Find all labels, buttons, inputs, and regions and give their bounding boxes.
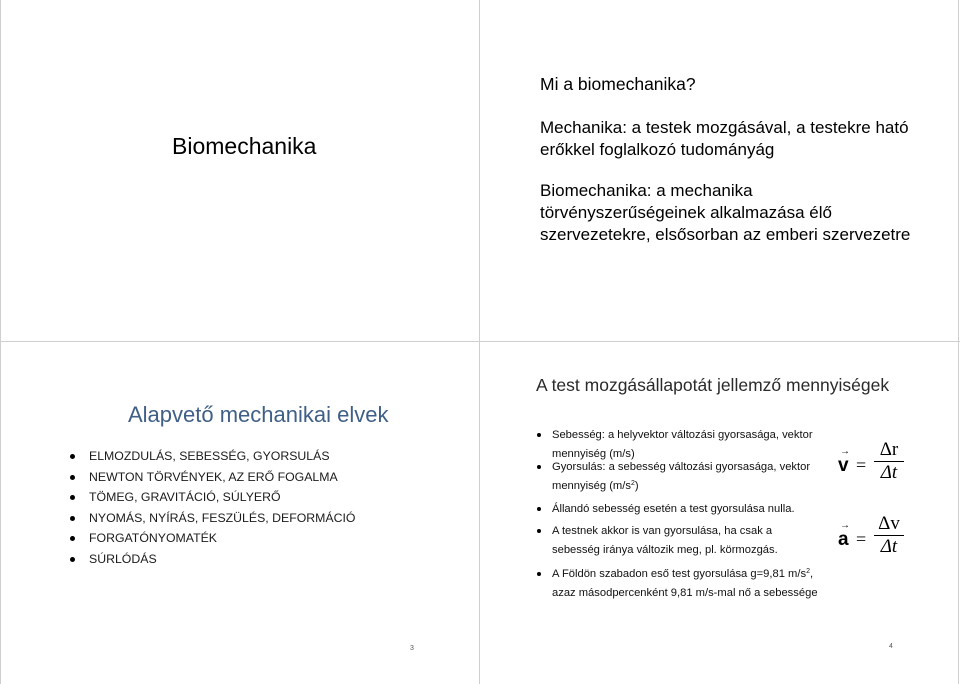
list-item: NYOMÁS, NYÍRÁS, FESZÜLÉS, DEFORMÁCIÓ — [70, 508, 355, 529]
superscript: 2 — [806, 568, 810, 575]
formula-lhs: v — [838, 455, 849, 476]
formula-equals: = — [856, 529, 867, 549]
bullet-text: Sebesség: a helyvektor változási gyorsasága, vektor mennyiség (m/s) — [552, 429, 813, 460]
list-item — [537, 522, 797, 559]
bullet-icon — [537, 529, 541, 533]
page-border-left — [0, 0, 1, 684]
page-number: 4 — [889, 643, 893, 650]
formula-denominator: Δt — [880, 462, 898, 483]
page-divider-horizontal — [0, 341, 960, 342]
list-item: ELMOZDULÁS, SEBESSÉG, GYORSULÁS — [70, 446, 355, 467]
bullet-icon — [537, 433, 541, 437]
bullet-text-part: , azaz másodpercenként 9,81 m/s-mal nő a sebessége — [552, 568, 818, 599]
formula-numerator: Δv — [878, 513, 900, 534]
bullet-text — [537, 458, 837, 495]
slide3-title: Alapvető mechanikai elvek — [128, 402, 389, 427]
vector-arrow-icon: → — [840, 446, 850, 457]
list-item: NEWTON TÖRVÉNYEK, AZ ERŐ FOGALMA — [70, 467, 355, 488]
slide2-paragraph-biomechanika: Biomechanika: a mechanika törvényszerűségeinek alkalmazása élő szervezetekre, elsősorban az emberi szervezetre — [540, 181, 911, 244]
formula-lhs: a — [838, 529, 849, 550]
bullet-text-part: A Földön szabadon eső test gyorsulása g=9,81 m/s — [552, 568, 807, 580]
bullet-icon — [537, 465, 541, 469]
list-item — [537, 500, 837, 519]
formula-numerator: Δr — [879, 439, 899, 460]
slide3-bullet-list — [70, 446, 355, 570]
velocity-formula — [834, 438, 904, 494]
bullet-text — [537, 565, 837, 602]
vector-arrow-icon: → — [840, 520, 850, 531]
bullet-text: Állandó sebesség esetén a test gyorsulása nulla. — [552, 503, 795, 515]
list-item: TÖMEG, GRAVITÁCIÓ, SÚLYERŐ — [70, 487, 355, 508]
list-item: FORGATÓNYOMATÉK — [70, 528, 355, 549]
slide4-title: A test mozgásállapotát jellemző mennyiségek — [536, 375, 890, 395]
bullet-icon — [537, 507, 541, 511]
slide2-paragraph-mechanika: Mechanika: a testek mozgásával, a testekre ható erőkkel foglalkozó tudományág — [540, 118, 909, 159]
slide2-heading: Mi a biomechanika? — [540, 74, 696, 94]
page-number: 3 — [410, 645, 414, 652]
list-item: SÚRLÓDÁS — [70, 549, 355, 570]
bullet-text-part: Gyorsulás: a sebesség változási gyorsasága, vektor mennyiség (m/s — [552, 461, 811, 492]
page-divider-vertical — [479, 0, 480, 684]
page-border-right — [958, 0, 959, 684]
formula-denominator: Δt — [880, 536, 898, 557]
list-item — [537, 565, 837, 602]
bullet-text: A testnek akkor is van gyorsulása, ha csak a sebesség iránya változik meg, pl. körmozgás. — [552, 525, 778, 556]
bullet-text-part: ) — [634, 479, 639, 492]
list-item — [537, 458, 837, 495]
bullet-icon — [537, 572, 541, 576]
formula-equals: = — [856, 455, 867, 475]
formula-fraction — [874, 514, 904, 557]
formula-fraction — [874, 440, 904, 483]
acceleration-formula — [834, 512, 904, 568]
slide1-title: Biomechanika — [172, 133, 317, 159]
superscript: 2 — [630, 479, 635, 487]
